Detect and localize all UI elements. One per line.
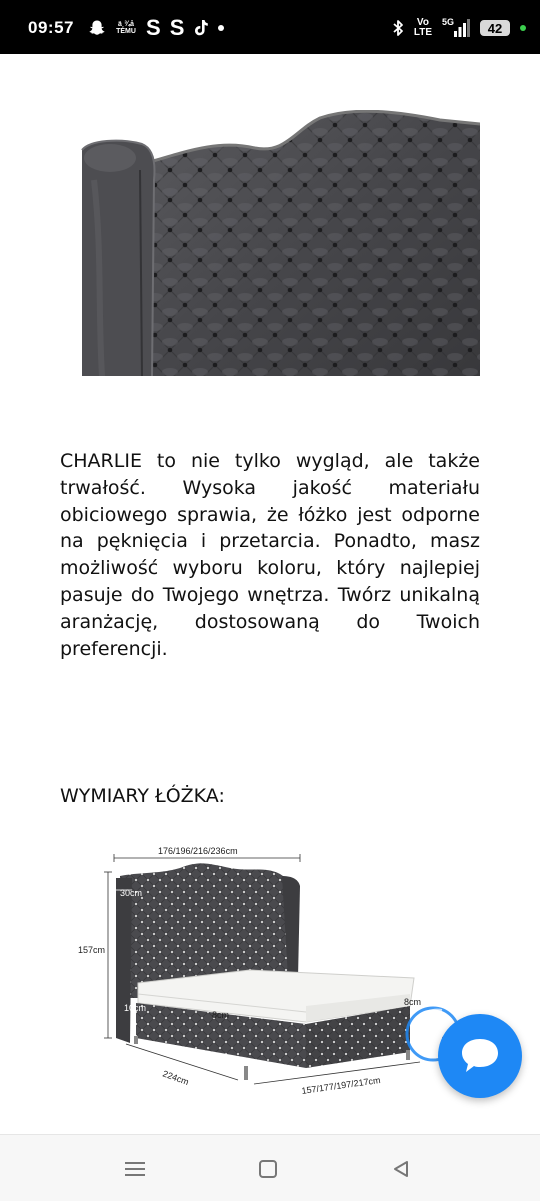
status-time: 09:57 bbox=[28, 18, 74, 37]
volte-icon bbox=[414, 18, 432, 38]
volte-bottom-text: LTE bbox=[413, 27, 432, 38]
dim-side-thickness: 8cm bbox=[212, 1010, 230, 1020]
headboard-photo bbox=[80, 110, 480, 376]
battery-icon: 42 bbox=[480, 20, 510, 36]
recents-button[interactable] bbox=[121, 1155, 149, 1183]
dim-top-width: 176/196/216/236cm bbox=[158, 846, 238, 856]
s-app-icon: S bbox=[146, 15, 161, 40]
dim-wing-depth: 30cm bbox=[120, 888, 143, 898]
notification-icons bbox=[88, 16, 224, 40]
dim-base-height: 10cm bbox=[124, 1003, 147, 1013]
network-type: 5G bbox=[442, 17, 455, 27]
bluetooth-icon bbox=[392, 19, 404, 37]
system-nav-bar bbox=[0, 1134, 540, 1201]
product-description: CHARLIE to nie tylko wygląd, ale także trwałość. Wysoka jakość materiału obiciowego sprawia, że łóżko jest odporne na pęknięcia i przetarcia. Ponadto, masz możliwość wyboru koloru, który najlepiej pasuje do Twojego wnętrza. Twórz unikalną aranżację, dostosowaną do Twoich preferencji. bbox=[60, 450, 480, 660]
chat-bubble-icon bbox=[458, 1035, 502, 1077]
more-notifications-dot bbox=[218, 25, 224, 31]
temu-top-text: ä¸¾å bbox=[118, 21, 134, 28]
dimensions-heading: WYMIARY ŁÓŻKA: bbox=[60, 785, 225, 807]
volte-top-text: Vo bbox=[416, 17, 429, 28]
temu-icon bbox=[115, 21, 137, 35]
signal-icon bbox=[442, 18, 470, 38]
tiktok-icon bbox=[193, 19, 209, 37]
back-button[interactable] bbox=[387, 1155, 415, 1183]
menu-icon bbox=[124, 1160, 146, 1178]
privacy-indicator-dot bbox=[520, 25, 526, 31]
status-bar bbox=[0, 0, 540, 54]
chat-button[interactable] bbox=[438, 1014, 522, 1098]
home-button[interactable] bbox=[254, 1155, 282, 1183]
dim-headboard-height: 157cm bbox=[78, 945, 106, 955]
temu-bottom-text: TEMU bbox=[116, 28, 136, 35]
system-icons bbox=[392, 16, 526, 40]
s-app-icon-2: S bbox=[169, 15, 185, 40]
back-triangle-icon bbox=[391, 1159, 411, 1179]
snapchat-icon bbox=[88, 19, 106, 37]
dim-bottom-width: 157/177/197/217cm bbox=[300, 1075, 382, 1096]
dim-length: 224cm bbox=[161, 1068, 191, 1088]
dim-mattress-thickness: 8cm bbox=[404, 997, 422, 1007]
home-square-icon bbox=[258, 1159, 278, 1179]
